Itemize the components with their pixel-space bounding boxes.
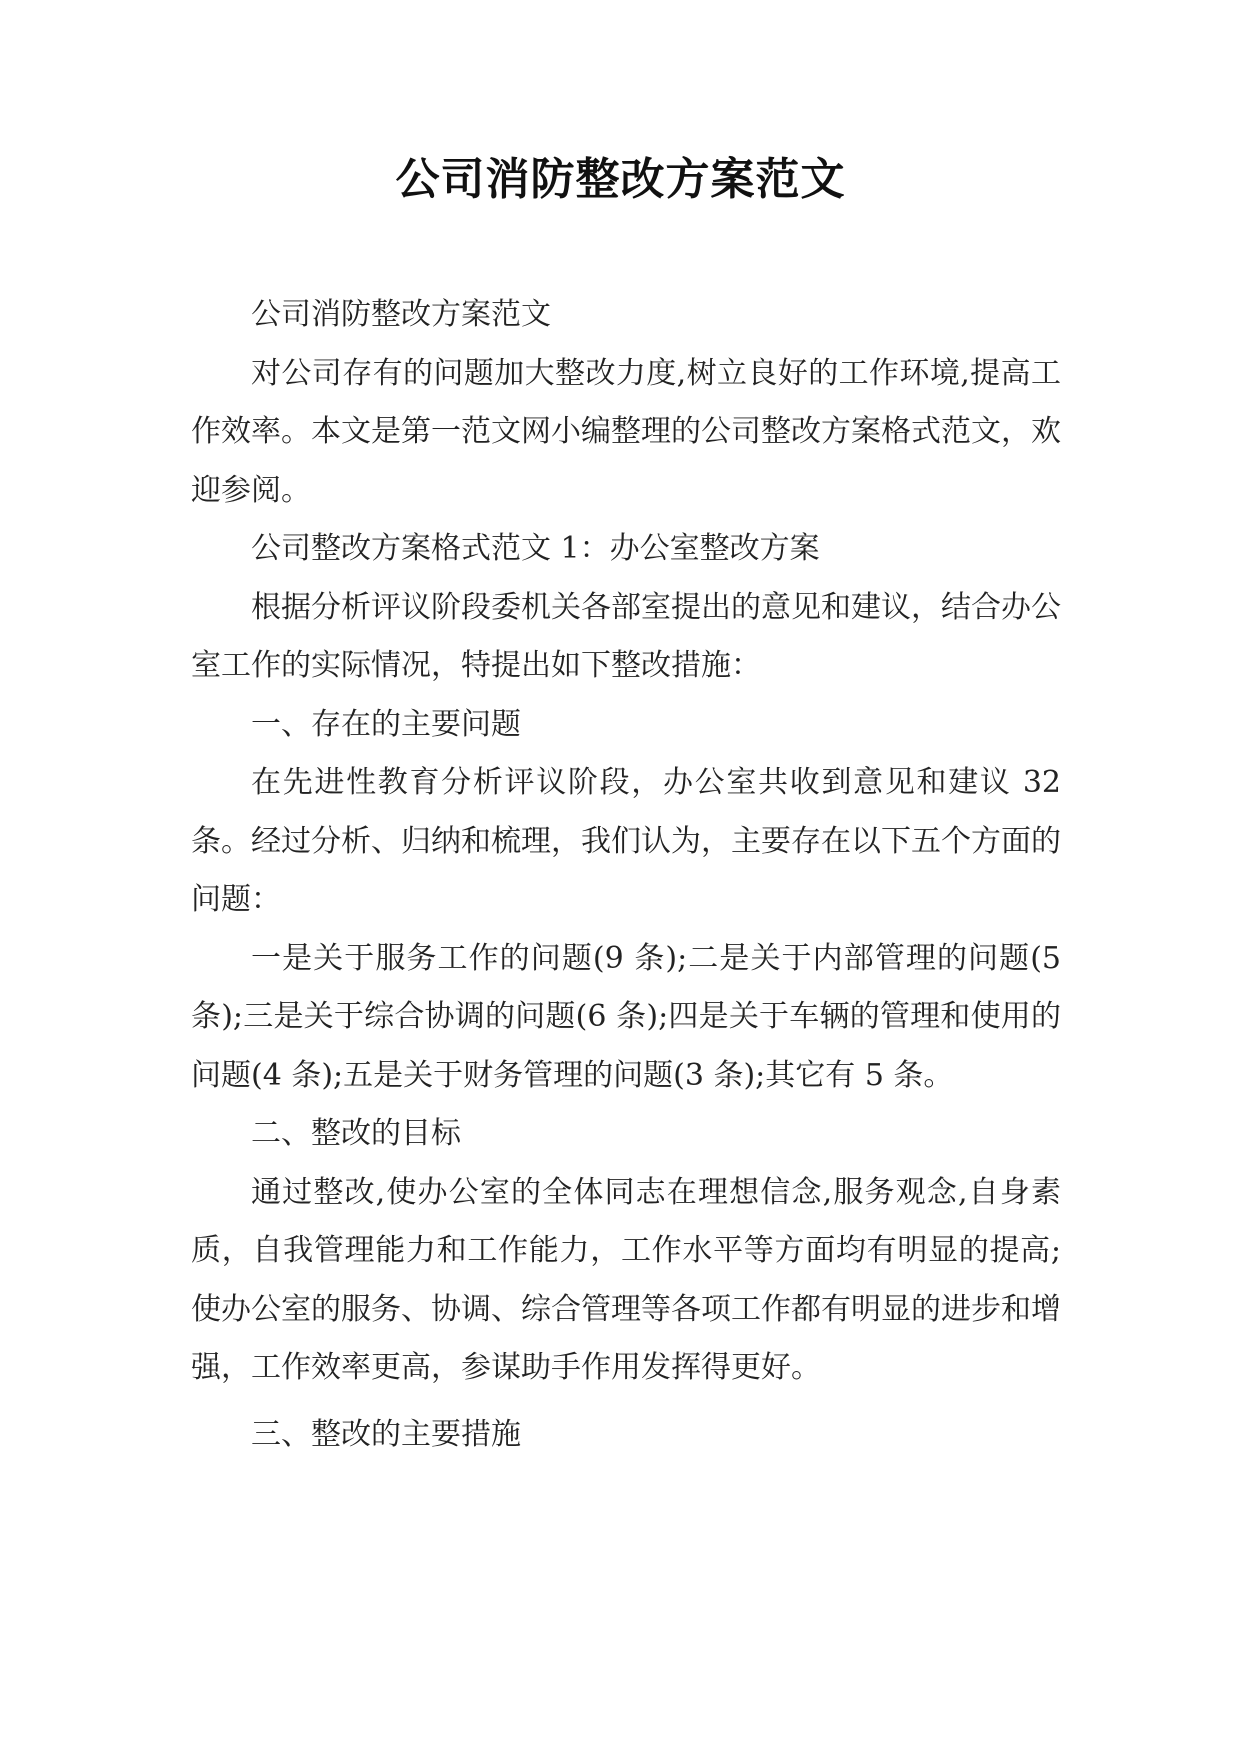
- paragraph-6: 一是关于服务工作的问题(9 条);二是关于内部管理的问题(5 条);三是关于综合协调的问题(6 条);四是关于车辆的管理和使用的问题(4 条);五是关于财务管理的问题(3 条);其它有 5 条。: [191, 940, 1061, 1093]
- section-heading-2: 二、整改的目标: [251, 1116, 461, 1151]
- section-heading-3: 三、整改的主要措施: [251, 1416, 521, 1452]
- paragraph-2: 对公司存有的问题加大整改力度,树立良好的工作环境,提高工作效率。本文是第一范文网小编整理的公司整改方案格式范文，欢迎参阅。: [191, 355, 1061, 508]
- paragraph-1: 公司消防整改方案范文: [251, 297, 551, 332]
- paragraph-4: 根据分析评议阶段委机关各部室提出的意见和建议，结合办公室工作的实际情况，特提出如下整改措施：: [191, 589, 1061, 683]
- document-title: 公司消防整改方案范文: [395, 154, 846, 205]
- paragraph-7: 通过整改,使办公室的全体同志在理想信念,服务观念,自身素质，自我管理能力和工作能力，工作水平等方面均有明显的提高;使办公室的服务、协调、综合管理等各项工作都有明显的进步和增强，工作效率更高，参谋助手作用发挥得更好。: [191, 1174, 1061, 1385]
- paragraph-5: 在先进性教育分析评议阶段，办公室共收到意见和建议 32 条。经过分析、归纳和梳理，我们认为，主要存在以下五个方面的问题：: [191, 765, 1061, 917]
- document-body: [191, 286, 1061, 1464]
- paragraph-3: 公司整改方案格式范文 1：办公室整改方案: [251, 531, 820, 566]
- section-heading-1: 一、存在的主要问题: [251, 706, 521, 742]
